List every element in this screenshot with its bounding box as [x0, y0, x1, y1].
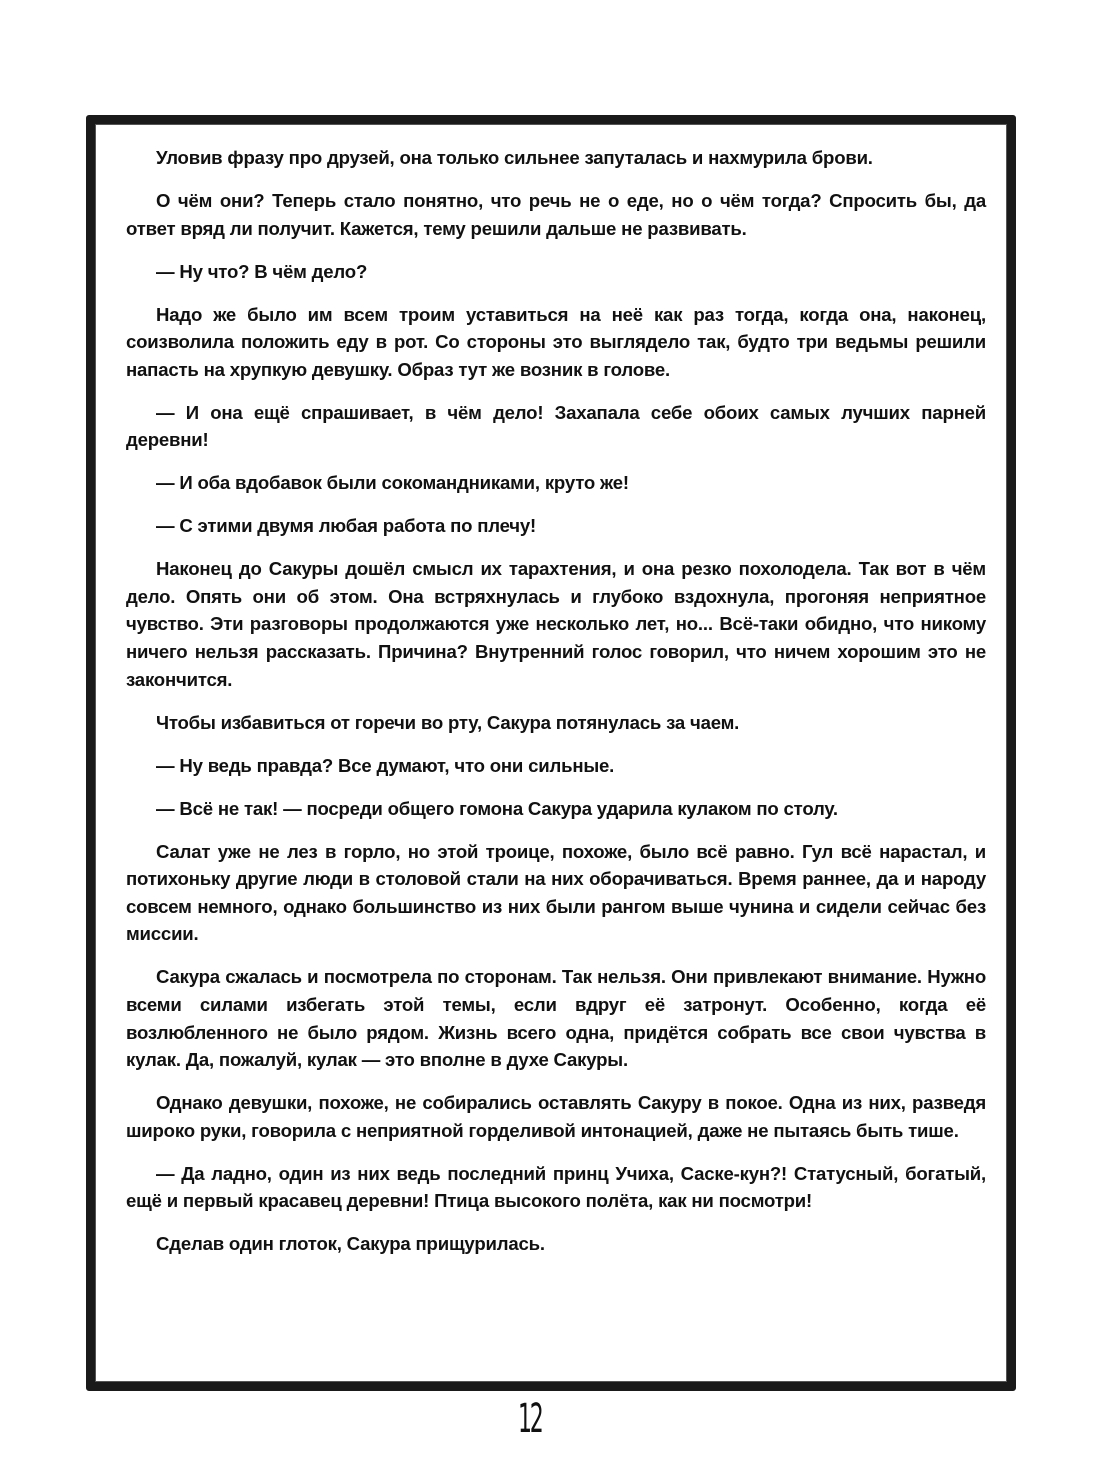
dialogue-line-4: — С этими двумя любая работа по плечу!: [156, 515, 537, 537]
dialogue-line-3: — И оба вдобавок были сокомандниками, круто же!: [156, 472, 629, 494]
paragraph-1: Уловив фразу про друзей, она только сильнее запуталась и нахмурила брови.: [156, 147, 873, 168]
dialogue-line-1: — Ну что? В чём дело?: [156, 260, 368, 282]
paragraph-4: Наконец до Сакуры дошёл смысл их тарахтения, и она резко похолодела. Так вот в чём дело. Опять они об этом. Она встряхнулась и глубоко вздохнула, прогоняя неприятное чувство. Эти разговоры продолжаются уже несколько лет, но... Всё-таки обидно, что никому ничего нельзя рассказать. Причина? Внутренний голос говорил, что ничем хорошим это не закончится.: [126, 558, 986, 690]
paragraph-9: Сделав один глоток, Сакура прищурилась.: [156, 1233, 545, 1255]
paragraph-6: Салат уже не лез в горло, но этой троице, похоже, было всё равно. Гул всё нарастал, и потихоньку другие люди в столовой стали на них оборачиваться. Время раннее, да и народу совсем немного, однако большинство из них были рангом выше чунина и сидели сейчас без миссии.: [126, 840, 986, 945]
paragraph-2: О чём они? Теперь стало понятно, что речь не о еде, но о чём тогда? Спросить бы, да ответ вряд ли получит. Кажется, тему решили дальше не развивать.: [126, 189, 986, 239]
paragraph-8: Однако девушки, похоже, не собирались оставлять Сакуру в покое. Одна из них, разведя широко руки, говорила с неприятной горделивой интонацией, даже не пытаясь быть тише.: [126, 1092, 986, 1141]
story-text: [126, 144, 986, 1273]
dialogue-line-7: — Да ладно, один из них ведь последний принц Учиха, Саске-кун?! Статусный, богатый, ещё и первый красавец деревни! Птица высокого полёта, как ни посмотри!: [126, 1162, 986, 1212]
page-number: 12: [518, 1396, 542, 1442]
paragraph-7: Сакура сжалась и посмотрела по сторонам. Так нельзя. Они привлекают внимание. Нужно всеми силами избегать этой темы, если вдруг её затронут. Особенно, когда её возлюбленного не было рядом. Жизнь всего одна, придётся собрать все свои чувства в кулак. Да, пожалуй, кулак — это вполне в духе Сакуры.: [126, 966, 986, 1071]
dialogue-line-6: — Всё не так! — посреди общего гомона Сакура ударила кулаком по столу.: [156, 797, 838, 819]
text-panel-frame: [86, 115, 1016, 1391]
dialogue-line-5: — Ну ведь правда? Все думают, что они сильные.: [156, 754, 615, 776]
paragraph-5: Чтобы избавиться от горечи во рту, Сакура потянулась за чаем.: [156, 711, 740, 733]
paragraph-3: Надо же было им всем троим уставиться на неё как раз тогда, когда она, наконец, соизволила положить еду в рот. Со стороны это выглядело так, будто три ведьмы решили напасть на хрупкую девушку. Образ тут же возник в голове.: [126, 303, 986, 380]
dialogue-line-2: — И она ещё спрашивает, в чём дело! Захапала себе обоих самых лучших парней деревни!: [126, 401, 986, 451]
